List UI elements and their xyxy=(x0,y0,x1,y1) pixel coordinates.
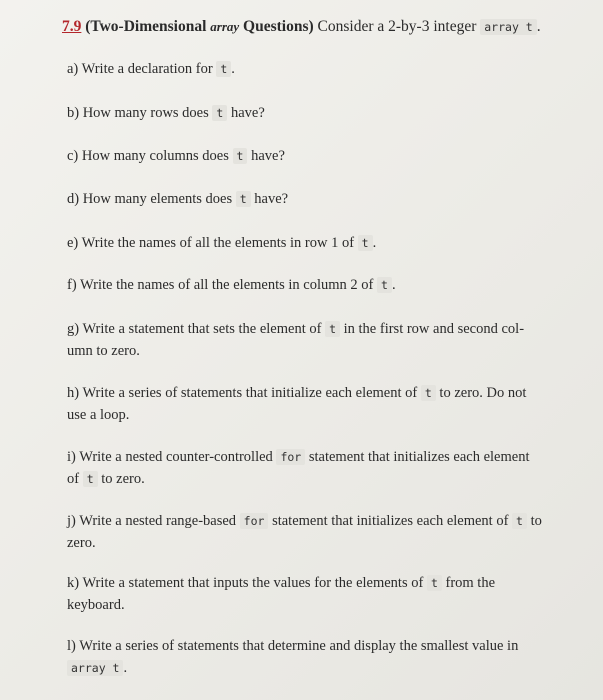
question-e xyxy=(67,232,567,254)
code-for: for xyxy=(240,513,269,529)
question-b-text: b) How many rows does xyxy=(67,105,209,121)
question-b xyxy=(67,102,567,124)
code-t: t xyxy=(421,385,436,401)
question-c-end: have? xyxy=(251,148,285,164)
question-h-cont: to zero. Do not xyxy=(439,385,527,401)
title-rest: Consider a 2-by-3 integer xyxy=(317,18,477,35)
question-l-end: . xyxy=(123,660,128,676)
question-a-end: . xyxy=(231,61,235,77)
code-t: t xyxy=(512,513,527,529)
question-e-text: e) Write the names of all the elements in row 1 of xyxy=(67,235,355,251)
question-f-text: f) Write the names of all the elements in column 2 of xyxy=(67,277,374,293)
question-i xyxy=(67,446,567,490)
code-t: t xyxy=(358,235,373,251)
question-f xyxy=(67,274,567,296)
code-t: t xyxy=(427,575,442,591)
question-c-text: c) How many columns does xyxy=(67,148,229,164)
exercise-title xyxy=(62,16,541,38)
code-t: t xyxy=(83,471,98,487)
question-i-line2-start: of xyxy=(67,471,80,487)
code-t: t xyxy=(236,191,251,207)
question-h-text: h) Write a series of statements that initialize each element of xyxy=(67,385,418,401)
title-array-word: array xyxy=(210,19,240,34)
question-e-end: . xyxy=(372,235,377,251)
question-h xyxy=(67,382,567,426)
question-g-cont: in the first row and second col- xyxy=(343,321,525,337)
question-l-text: l) Write a series of statements that determine and display the smallest value in xyxy=(67,638,519,654)
question-d xyxy=(67,188,567,210)
exercise-number: 7.9 xyxy=(62,18,82,35)
question-f-end: . xyxy=(391,277,396,293)
question-h-line2: use a loop. xyxy=(67,407,130,423)
question-j-line2: zero. xyxy=(67,535,96,551)
title-code: array t xyxy=(480,19,536,35)
question-l xyxy=(67,635,567,679)
question-j-cont2: to xyxy=(530,513,542,529)
question-k-text: k) Write a statement that inputs the values for the elements of xyxy=(67,575,424,591)
title-close: Questions) xyxy=(243,18,314,35)
question-d-text: d) How many elements does xyxy=(67,191,233,207)
code-t: t xyxy=(233,148,248,164)
question-g-text: g) Write a statement that sets the element of xyxy=(67,321,322,337)
question-i-cont: statement that initializes each element xyxy=(308,449,530,465)
code-array-t: array t xyxy=(67,660,123,676)
code-t: t xyxy=(377,277,392,293)
title-period: . xyxy=(536,18,541,35)
question-g xyxy=(67,318,567,362)
question-j xyxy=(67,510,567,554)
question-g-line2: umn to zero. xyxy=(67,343,140,359)
question-a xyxy=(67,58,567,80)
question-k-cont: from the xyxy=(445,575,496,591)
title-open: (Two-Dimensional xyxy=(85,18,207,35)
question-c xyxy=(67,145,567,167)
question-b-end: have? xyxy=(230,105,265,121)
code-t: t xyxy=(216,61,231,77)
code-t: t xyxy=(325,321,340,337)
question-d-end: have? xyxy=(254,191,289,207)
code-t: t xyxy=(212,105,227,121)
question-i-line2-end: to zero. xyxy=(101,471,145,487)
question-j-text: j) Write a nested range-based xyxy=(67,513,237,529)
question-a-text: a) Write a declaration for xyxy=(67,61,213,77)
question-j-cont: statement that initializes each element of xyxy=(272,513,509,529)
question-i-text: i) Write a nested counter-controlled xyxy=(67,449,273,465)
code-for: for xyxy=(276,449,305,465)
question-k xyxy=(67,572,567,616)
question-k-line2: keyboard. xyxy=(67,597,125,613)
